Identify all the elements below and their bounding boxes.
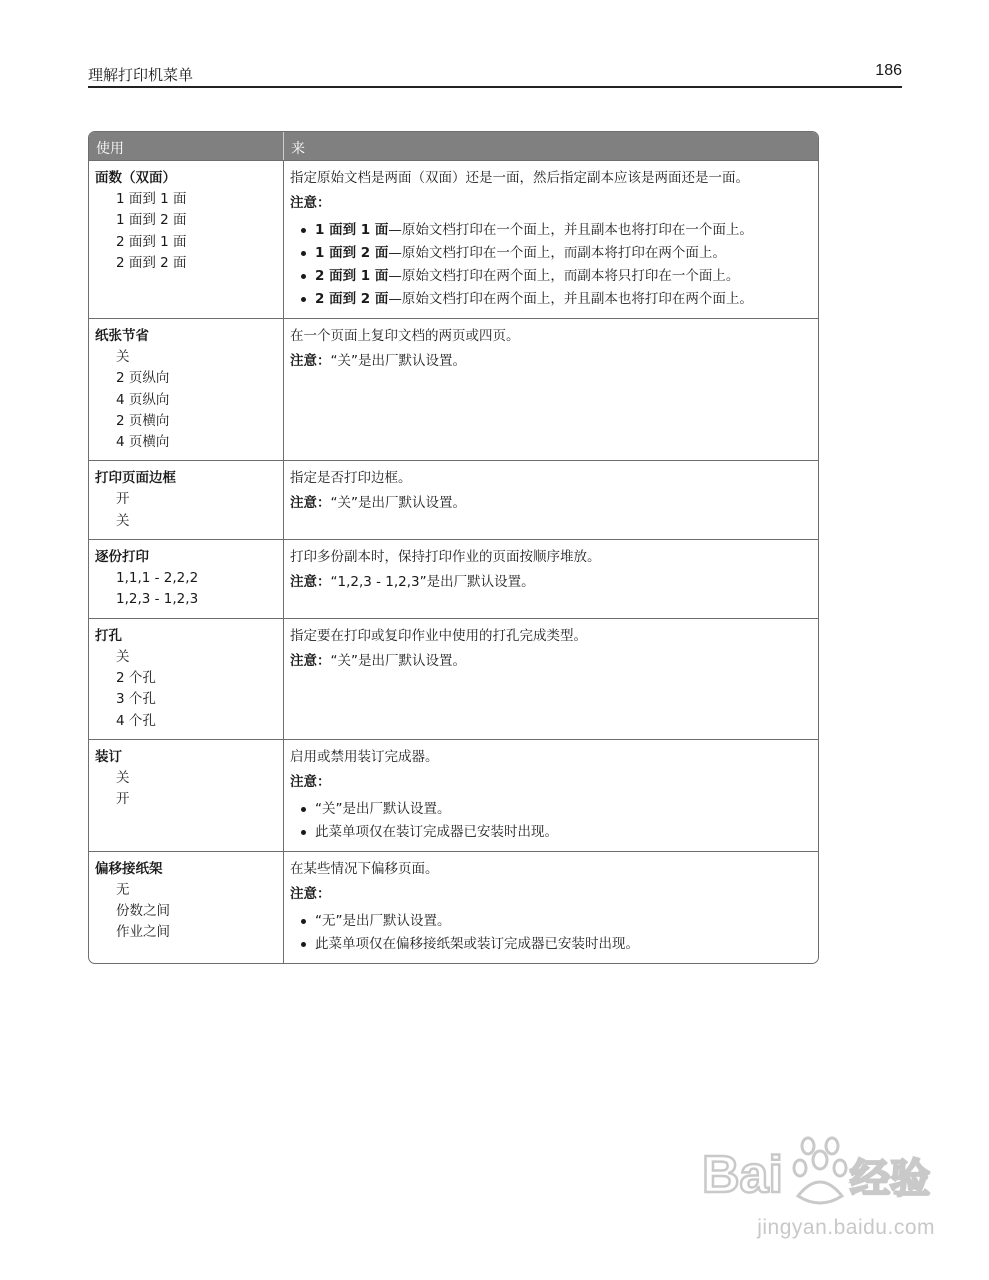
note-bullet-item	[290, 242, 812, 265]
setting-cell	[89, 852, 284, 963]
setting-option: 2 面到 1 面	[116, 233, 187, 250]
table-row	[89, 460, 818, 539]
note-text: “关”是出厂默认设置。	[330, 495, 466, 512]
setting-cell	[89, 740, 284, 851]
bullet-term: 1 面到 2 面	[315, 245, 389, 261]
note-label: 注意：	[290, 574, 331, 591]
setting-option: 关	[116, 648, 130, 665]
setting-option: 开	[116, 491, 130, 508]
setting-option: 4 个孔	[116, 712, 156, 729]
table-header-row	[89, 132, 818, 160]
table-row	[89, 618, 818, 739]
setting-name: 装订	[95, 748, 122, 765]
setting-description: 在某些情况下偏移页面。	[290, 860, 439, 877]
description-cell	[284, 619, 818, 739]
setting-name: 逐份打印	[95, 549, 149, 566]
setting-option: 1 面到 1 面	[116, 191, 187, 207]
table-body	[89, 160, 818, 963]
description-cell	[284, 161, 818, 318]
setting-option: 4 页横向	[116, 434, 170, 451]
bullet-text: 此菜单项仅在偏移接纸架或装订完成器已安装时出现。	[315, 935, 639, 952]
setting-option: 2 个孔	[116, 669, 156, 686]
setting-description: 指定要在打印或复印作业中使用的打孔完成类型。	[290, 627, 587, 644]
setting-option: 无	[116, 881, 130, 898]
bullet-text: 此菜单项仅在装订完成器已安装时出现。	[315, 823, 558, 840]
setting-option: 1,1,1 - 2,2,2	[116, 570, 199, 587]
note-bullet-item	[290, 910, 812, 933]
column-header-use: 使用	[89, 132, 284, 160]
page-header	[88, 62, 902, 88]
note-label: 注意：	[290, 195, 331, 211]
note-bullet-list	[290, 219, 812, 311]
setting-cell	[89, 161, 284, 318]
table-row	[89, 318, 818, 460]
settings-table	[88, 131, 819, 964]
page-number: 186	[875, 62, 902, 79]
bullet-text: —原始文档打印在两个面上，而副本将只打印在一个面上。	[388, 268, 740, 284]
baidu-jingyan-watermark	[700, 1130, 935, 1250]
note-label: 注意：	[290, 773, 331, 790]
bullet-text: —原始文档打印在一个面上，而副本将打印在两个面上。	[388, 245, 726, 261]
column-header-to: 来	[291, 141, 305, 157]
setting-description: 启用或禁用装订完成器。	[290, 748, 439, 765]
table-row	[89, 160, 818, 318]
note-bullet-item	[290, 798, 812, 821]
note	[290, 884, 812, 904]
setting-description: 在一个页面上复印文档的两页或四页。	[290, 328, 520, 344]
note	[290, 651, 812, 671]
note-text: “关”是出厂默认设置。	[330, 353, 466, 369]
setting-option: 1,2,3 - 1,2,3	[116, 591, 199, 608]
setting-option: 开	[116, 791, 130, 808]
note-bullet-item	[290, 821, 812, 844]
setting-cell	[89, 619, 284, 739]
setting-name: 打孔	[95, 627, 122, 644]
baidu-logo-icon	[700, 1130, 935, 1210]
setting-description: 打印多份副本时，保持打印作业的页面按顺序堆放。	[290, 549, 601, 566]
setting-option: 2 页横向	[116, 412, 170, 429]
note-bullet-item	[290, 219, 812, 242]
table-row	[89, 851, 818, 963]
setting-name: 偏移接纸架	[95, 860, 163, 877]
note-label: 注意：	[290, 495, 331, 512]
description-cell	[284, 740, 818, 851]
setting-option: 作业之间	[116, 924, 170, 941]
note	[290, 493, 812, 513]
setting-name: 面数（双面）	[95, 170, 176, 186]
watermark-url: jingyan.baidu.com	[757, 1216, 935, 1239]
table-row	[89, 739, 818, 851]
svg-text:经验: 经验	[850, 1157, 930, 1201]
note-text: “关”是出厂默认设置。	[330, 652, 466, 669]
setting-option: 关	[116, 349, 130, 365]
setting-option: 3 个孔	[116, 691, 156, 708]
table-row	[89, 539, 818, 618]
setting-cell	[89, 319, 284, 460]
bullet-text: —原始文档打印在一个面上，并且副本也将打印在一个面上。	[388, 222, 753, 238]
note	[290, 351, 812, 371]
description-cell	[284, 461, 818, 539]
note-bullet-list	[290, 798, 812, 844]
setting-cell	[89, 461, 284, 539]
setting-option: 2 面到 2 面	[116, 254, 187, 271]
description-cell	[284, 852, 818, 963]
note-bullet-item	[290, 265, 812, 288]
note-text: “1,2,3 - 1,2,3”是出厂默认设置。	[330, 574, 535, 591]
setting-name: 纸张节省	[95, 328, 149, 344]
bullet-text: —原始文档打印在两个面上，并且副本也将打印在两个面上。	[388, 291, 753, 307]
setting-name: 打印页面边框	[95, 470, 176, 487]
setting-option: 2 页纵向	[116, 370, 170, 387]
bullet-term: 2 面到 2 面	[315, 291, 389, 307]
bullet-term: 2 面到 1 面	[315, 268, 389, 284]
setting-option: 关	[116, 512, 130, 529]
note	[290, 772, 812, 792]
setting-cell	[89, 540, 284, 618]
description-cell	[284, 319, 818, 460]
bullet-text: “关”是出厂默认设置。	[315, 800, 451, 817]
setting-description: 指定是否打印边框。	[290, 470, 412, 487]
note-bullet-item	[290, 288, 812, 311]
description-cell	[284, 540, 818, 618]
note-label: 注意：	[290, 885, 331, 902]
setting-option: 份数之间	[116, 903, 170, 920]
bullet-term: 1 面到 1 面	[315, 222, 389, 238]
note-label: 注意：	[290, 652, 331, 669]
setting-option: 1 面到 2 面	[116, 212, 187, 229]
svg-text:Bai: Bai	[702, 1146, 783, 1204]
note-label: 注意：	[290, 353, 331, 369]
note-bullet-item	[290, 933, 812, 956]
note	[290, 193, 812, 213]
setting-option: 关	[116, 769, 130, 786]
setting-description: 指定原始文档是两面（双面）还是一面，然后指定副本应该是两面还是一面。	[290, 170, 749, 186]
bullet-text: “无”是出厂默认设置。	[315, 912, 451, 929]
page-title: 理解打印机菜单	[88, 66, 194, 84]
setting-option: 4 页纵向	[116, 391, 170, 408]
note-bullet-list	[290, 910, 812, 956]
note	[290, 572, 812, 592]
